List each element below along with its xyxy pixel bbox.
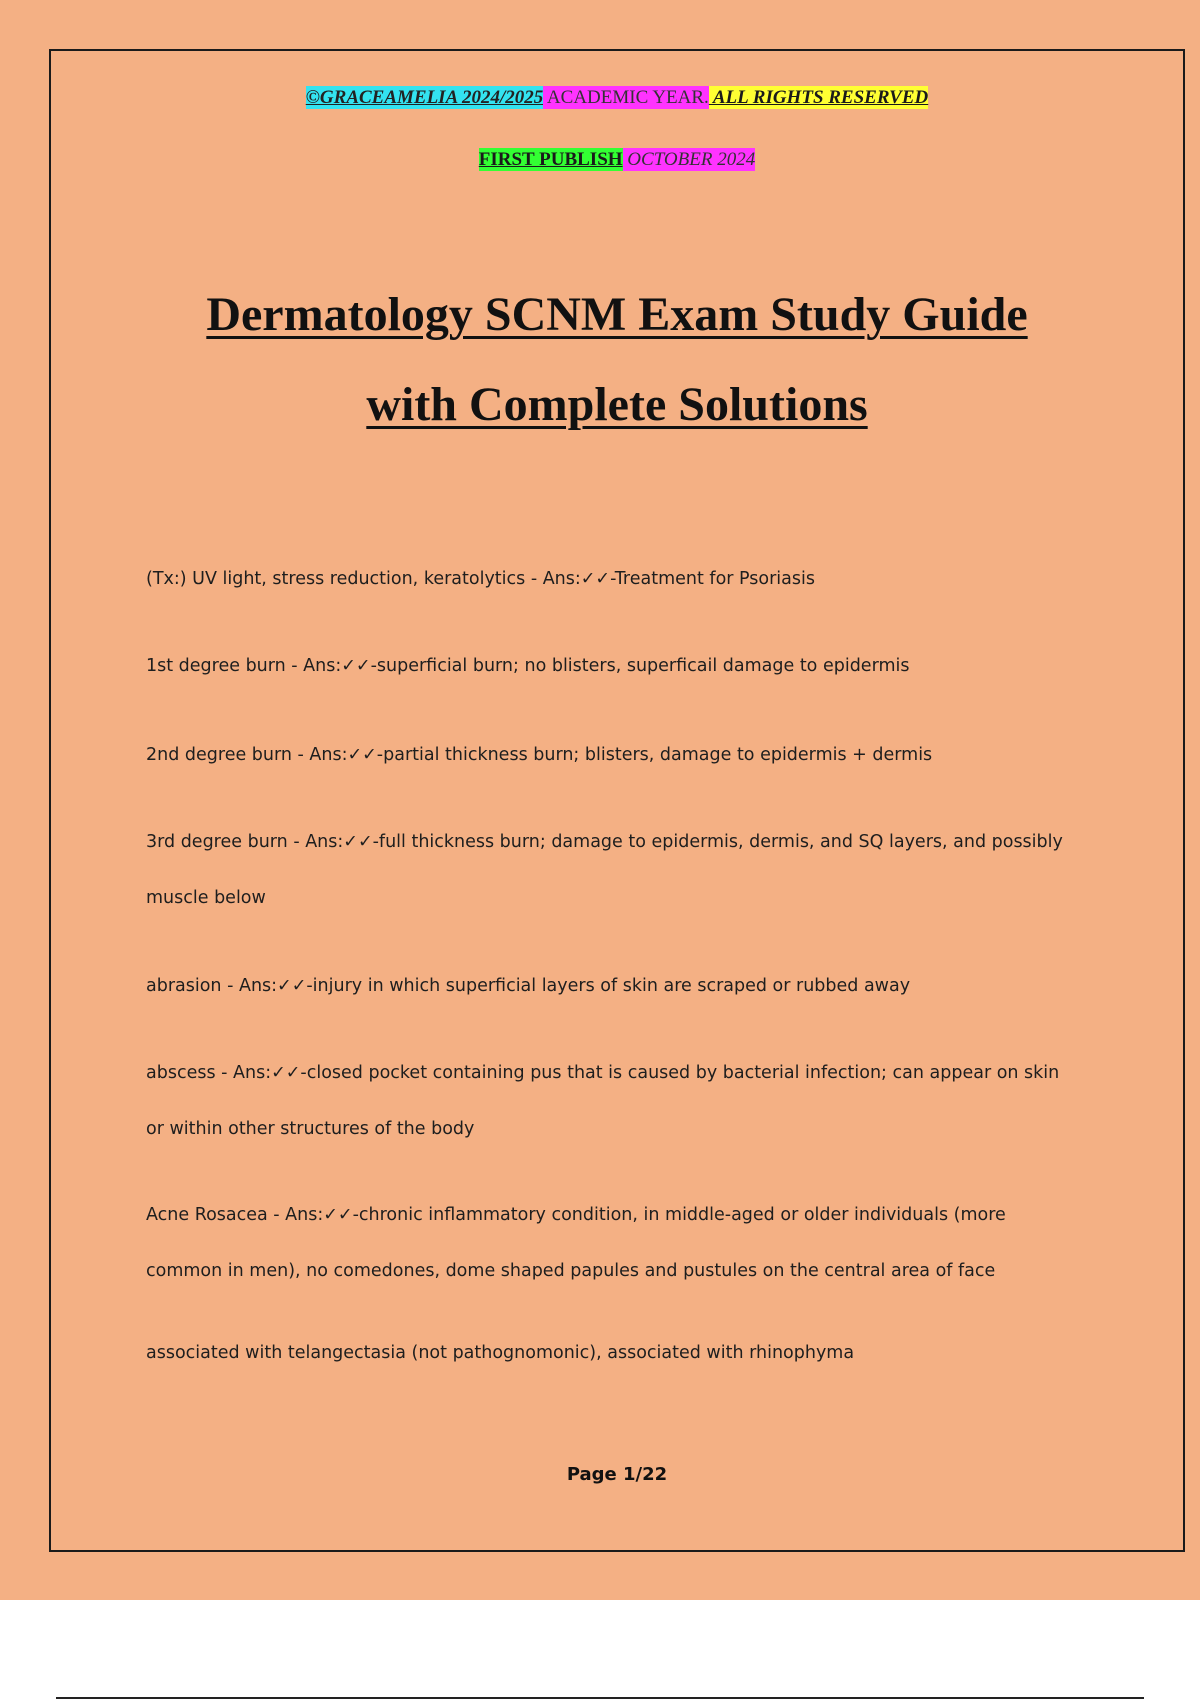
document-title-line-2: with Complete Solutions	[366, 378, 868, 431]
entry-line: associated with telangectasia (not pathognomonic), associated with rhinophyma	[146, 1343, 855, 1363]
entry-line: abscess - Ans:✓✓-closed pocket containing pus that is caused by bacterial infection; can appear on skin	[146, 1063, 1060, 1083]
entry-line: 3rd degree burn - Ans:✓✓-full thickness burn; damage to epidermis, dermis, and SQ layers, and possibly	[146, 832, 1063, 852]
entry-line: common in men), no comedones, dome shaped papules and pustules on the central area of face	[146, 1261, 996, 1281]
entry-2nd-degree-burn	[146, 727, 1146, 783]
next-page-divider	[56, 1697, 1144, 1699]
entry-abrasion	[146, 958, 1146, 1014]
academic-year-highlight: ACADEMIC YEAR.	[543, 87, 709, 108]
entry-line: or within other structures of the body	[146, 1119, 475, 1139]
copyright-highlight: ©GRACEAMELIA 2024/2025	[305, 87, 544, 108]
publish-date-highlight: OCTOBER 2024	[622, 149, 756, 170]
entry-1st-degree-burn	[146, 638, 1146, 694]
entry-3rd-degree-burn	[146, 814, 1146, 926]
entry-line: 1st degree burn - Ans:✓✓-superficial burn; no blisters, superficail damage to epidermis	[146, 656, 910, 676]
page-border-frame	[49, 49, 1185, 1552]
entry-psoriasis-treatment	[146, 551, 1146, 607]
page-number: Page 1/22	[566, 1464, 668, 1485]
entry-line: muscle below	[146, 888, 266, 908]
entry-line: Acne Rosacea - Ans:✓✓-chronic inflammatory condition, in middle-aged or older individuals (more	[146, 1205, 1006, 1225]
entry-acne-rosacea	[146, 1187, 1146, 1381]
copyright-line	[51, 87, 1183, 109]
document-title-line-1: Dermatology SCNM Exam Study Guide	[206, 288, 1028, 341]
rights-reserved-highlight: ALL RIGHTS RESERVED	[708, 87, 929, 108]
entry-abscess	[146, 1045, 1146, 1157]
publish-line	[51, 149, 1183, 171]
entry-line: 2nd degree burn - Ans:✓✓-partial thickness burn; blisters, damage to epidermis + dermis	[146, 745, 933, 765]
entry-line: (Tx:) UV light, stress reduction, keratolytics - Ans:✓✓-Treatment for Psoriasis	[146, 569, 815, 589]
entry-line: abrasion - Ans:✓✓-injury in which superficial layers of skin are scraped or rubbed away	[146, 976, 911, 996]
first-publish-highlight: FIRST PUBLISH	[478, 149, 623, 170]
